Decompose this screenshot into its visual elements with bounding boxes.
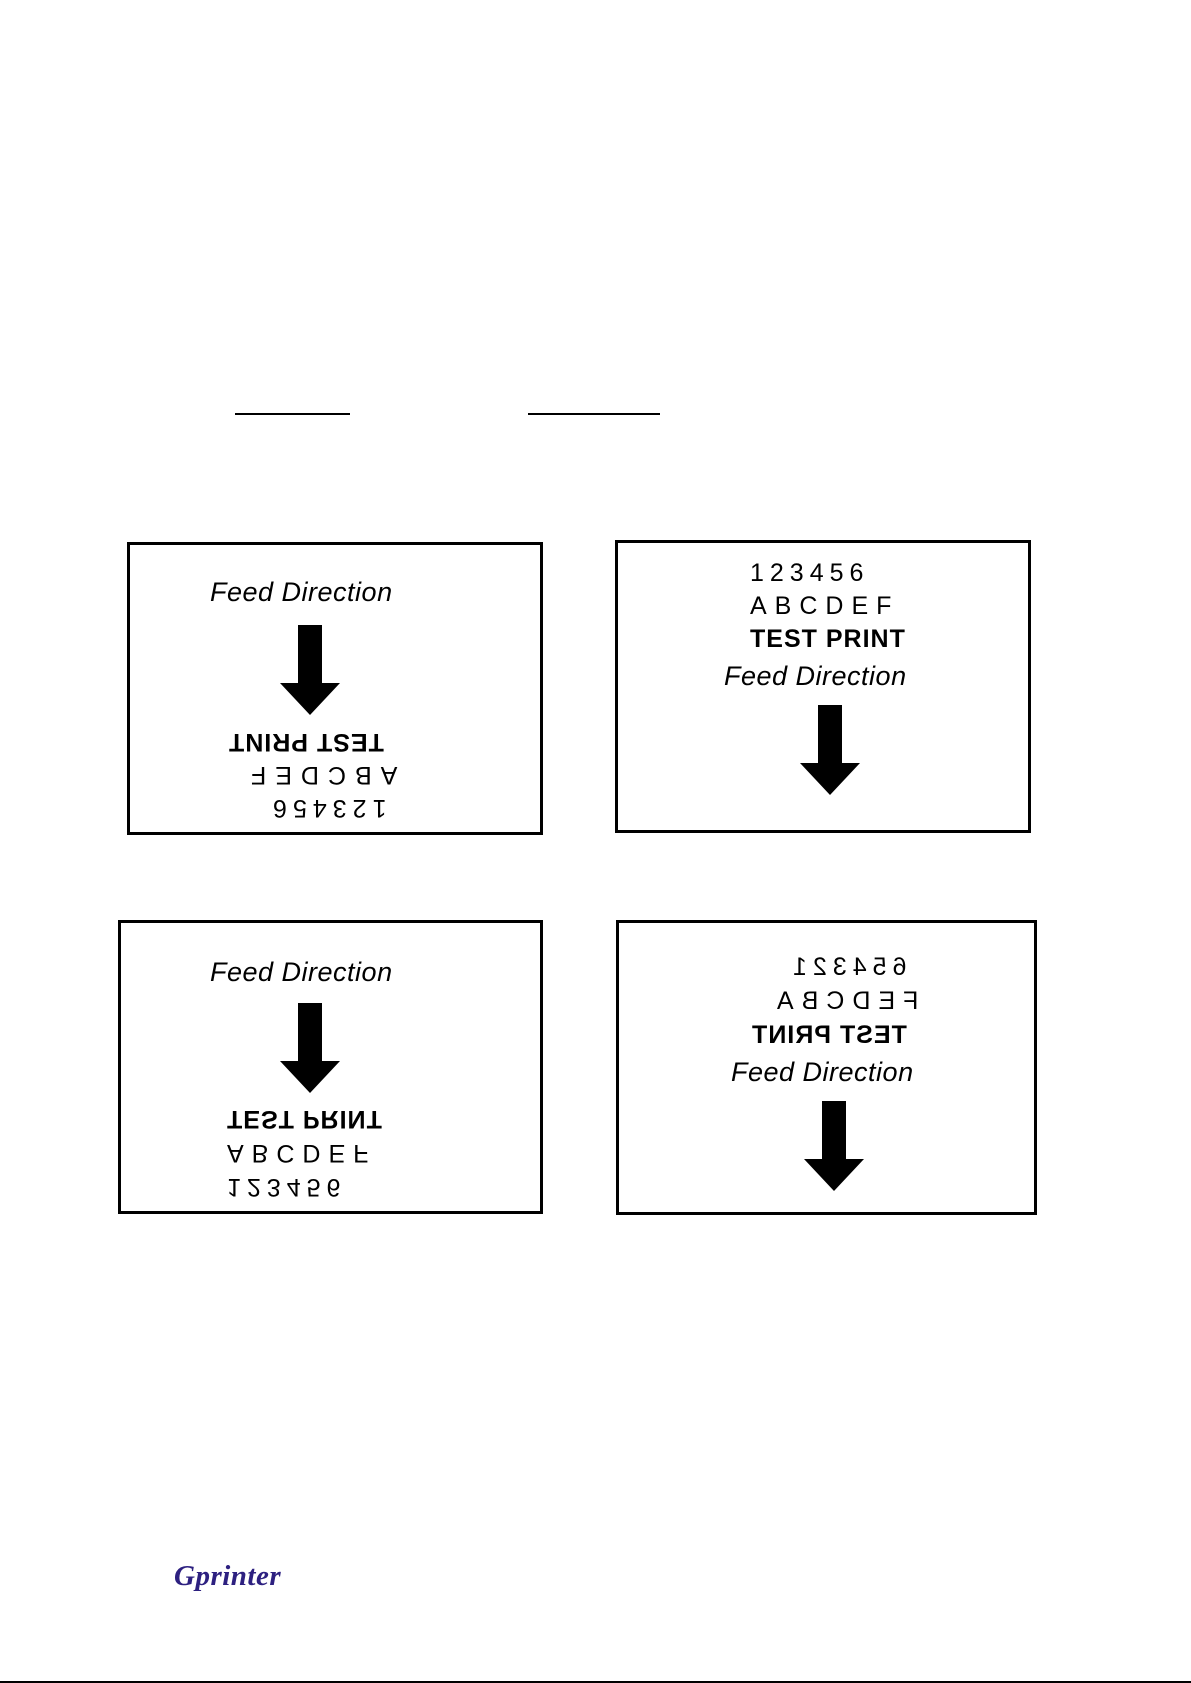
sample-line-digits: 123456 <box>227 1173 347 1201</box>
sample-line-letters: ABCDEF <box>242 761 398 789</box>
orientation-panel-bottom-right <box>616 920 1037 1215</box>
sample-line-digits-reversed: 654321 <box>787 953 907 981</box>
feed-direction-label: Feed Direction <box>210 957 393 987</box>
orientation-panel-bottom-left <box>118 920 543 1214</box>
arrow-down-icon <box>280 1003 340 1093</box>
sample-line-test: TEST PRINT <box>750 625 906 653</box>
sample-line-test: TEST PRINT <box>227 1105 383 1133</box>
gprinter-logo: Gprinter <box>174 1560 282 1592</box>
orientation-panel-top-left <box>127 542 543 835</box>
arrow-down-icon <box>280 625 340 715</box>
feed-direction-label: Feed Direction <box>731 1057 914 1087</box>
sample-line-letters: ABCDEF <box>750 592 900 620</box>
feed-direction-label: Feed Direction <box>210 577 393 607</box>
blank-underline-1 <box>235 413 350 415</box>
sample-line-test-mirrored: TEST PRINT <box>751 1021 907 1049</box>
arrow-down-icon <box>800 705 860 795</box>
sample-line-test: TEST PRINT <box>228 728 384 756</box>
sample-line-letters-reversed: FEDCBA <box>769 987 919 1015</box>
sample-line-digits: 123456 <box>267 794 387 822</box>
blank-underline-2 <box>528 413 660 415</box>
feed-direction-label: Feed Direction <box>724 661 907 691</box>
sample-line-letters: ABCDEF <box>227 1139 377 1167</box>
orientation-panel-top-right <box>615 540 1031 833</box>
sample-line-digits: 123456 <box>750 559 870 587</box>
arrow-down-icon <box>804 1101 864 1191</box>
